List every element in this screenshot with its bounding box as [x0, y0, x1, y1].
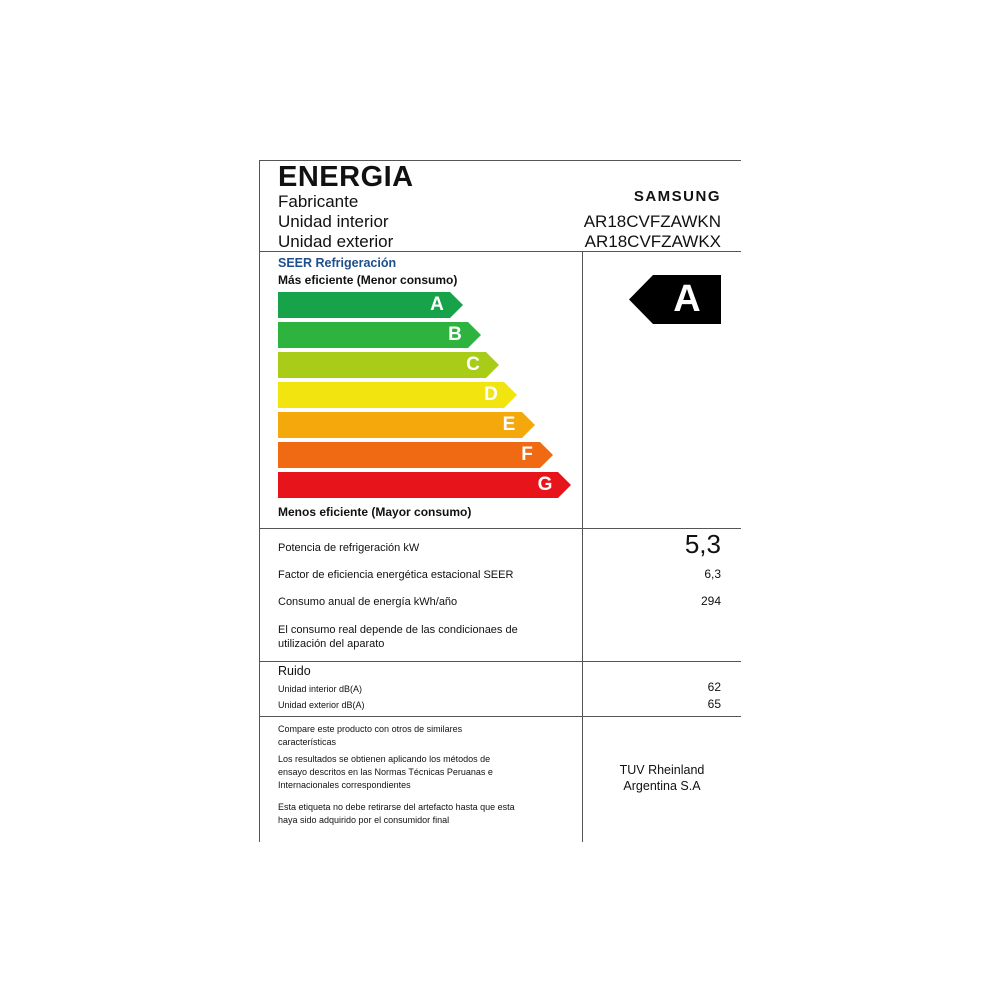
rating-arrow	[629, 275, 721, 324]
certifier-line2: Argentina S.A	[623, 779, 701, 793]
indoor-unit-model: AR18CVFZAWKN	[583, 212, 721, 231]
seer-factor-value: 6,3	[704, 567, 721, 581]
efficiency-bar-letter: B	[448, 324, 462, 345]
efficiency-bar-a	[278, 292, 463, 318]
efficiency-bar-letter: A	[430, 294, 444, 315]
annual-consumption-value: 294	[700, 594, 721, 608]
outdoor-unit-model: AR18CVFZAWKX	[584, 232, 721, 251]
noise-outdoor-label: Unidad exterior dB(A)	[278, 700, 365, 710]
efficiency-bar-letter: C	[466, 354, 480, 375]
cooling-power-value: 5,3	[684, 529, 721, 559]
rating-letter: A	[673, 278, 701, 320]
noise-divider	[259, 716, 741, 717]
results-text: Los resultados se obtienen aplicando los métodos de ensayo descritos en las Normas Técnicas Peruanas e Internacionales correspondientes	[278, 754, 493, 790]
manufacturer-logo: SAMSUNG	[633, 188, 721, 205]
efficiency-bar-d	[278, 382, 517, 408]
noise-indoor-label: Unidad interior dB(A)	[278, 684, 363, 694]
efficiency-bar-c	[278, 352, 499, 378]
compare-text: Compare este producto con otros de similares características	[278, 724, 463, 747]
outdoor-unit-label: Unidad exterior	[278, 232, 394, 251]
efficiency-bar-f	[278, 442, 553, 468]
efficiency-bar-b	[278, 322, 481, 348]
noise-indoor-value: 62	[707, 680, 721, 694]
noise-outdoor-value: 65	[707, 697, 721, 711]
left-border	[259, 160, 260, 842]
efficiency-bar-g	[278, 472, 571, 498]
annual-consumption-label: Consumo anual de energía kWh/año	[278, 596, 458, 608]
most-efficient-label: Más eficiente (Menor consumo)	[278, 273, 458, 287]
efficiency-bar-letter: G	[537, 474, 553, 495]
indoor-unit-label: Unidad interior	[278, 212, 389, 231]
efficiency-bar-letter: D	[484, 384, 498, 405]
least-efficient-label: Menos eficiente (Mayor consumo)	[278, 505, 472, 519]
label-title: ENERGIA	[278, 161, 414, 193]
energy-label	[259, 160, 741, 842]
consumption-note: El consumo real depende de las condicionaes de utilización del aparato	[278, 624, 518, 650]
seer-factor-label: Factor de eficiencia energética estacional SEER	[278, 569, 514, 581]
seer-label: SEER Refrigeración	[278, 256, 397, 270]
efficiency-bar-letter: E	[502, 414, 516, 435]
noise-title: Ruido	[278, 664, 311, 678]
column-divider	[582, 251, 583, 842]
scale-divider	[259, 528, 741, 529]
cooling-power-label: Potencia de refrigeración kW	[278, 542, 420, 554]
efficiency-bar-letter: F	[521, 444, 533, 465]
removal-text: Esta etiqueta no debe retirarse del artefacto hasta que esta haya sido adquirido por el consumidor final	[278, 802, 515, 825]
manufacturer-label: Fabricante	[278, 192, 359, 211]
certifier-line1: TUV Rheinland	[619, 763, 705, 777]
efficiency-bar-e	[278, 412, 535, 438]
specs-divider	[259, 661, 741, 662]
